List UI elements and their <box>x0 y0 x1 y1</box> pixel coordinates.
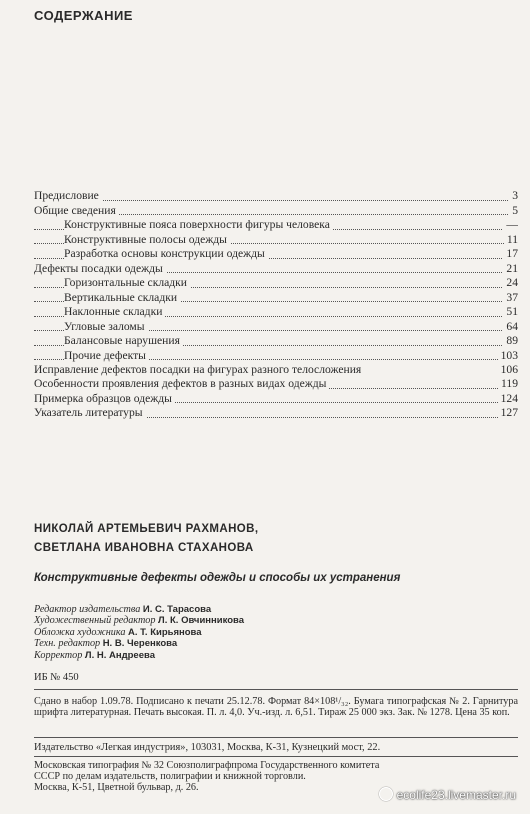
toc-entry-title: Исправление дефектов посадки на фигурах разного телосложения <box>34 363 364 376</box>
toc-entry-page: 17 <box>503 247 518 262</box>
toc-entry-page: 3 <box>509 189 518 204</box>
typography-line: Московская типография № 32 Союзполиграфпрома Государственного комитета <box>34 760 380 771</box>
author-2: СВЕТЛАНА ИВАНОВНА СТАХАНОВА <box>34 542 254 554</box>
credit-role: Художественный редактор <box>34 615 156 627</box>
toc-entry <box>34 392 518 407</box>
authors <box>34 520 258 558</box>
toc-entry <box>34 320 518 335</box>
toc-entry-title: Предисловие <box>34 189 102 202</box>
toc-entry <box>34 276 518 291</box>
watermark-icon <box>379 787 393 801</box>
credit-name: И. С. Тарасова <box>142 604 212 615</box>
credit-role: Редактор издательства <box>34 604 141 615</box>
credit-line <box>34 627 244 638</box>
credit-line <box>34 650 244 661</box>
credit-role: Обложка художника <box>34 626 126 638</box>
toc-entry-page: 106 <box>498 363 518 377</box>
watermark-text: ecolife23.livemaster.ru <box>396 788 516 802</box>
toc-entry-page: 103 <box>498 349 518 364</box>
toc-entry <box>34 377 518 392</box>
toc-entry-page: 127 <box>498 406 518 421</box>
toc-entry <box>34 233 518 248</box>
credit-line <box>34 638 244 649</box>
toc-entry-title: Угловые заломы <box>64 320 148 333</box>
toc-entry <box>34 291 518 306</box>
toc-entry-title: Примерка образцов одежды <box>34 392 175 405</box>
toc-entry <box>34 349 518 364</box>
publisher: Издательство «Легкая индустрия», 103031, Москва, К-31, Кузнецкий мост, 22. <box>34 742 381 753</box>
divider <box>34 737 518 738</box>
toc-entry-page: 11 <box>504 233 518 248</box>
credits <box>34 604 244 661</box>
toc-entry <box>34 334 518 349</box>
toc-entry <box>34 262 518 277</box>
toc-entry-title: Прочие дефекты <box>64 349 149 362</box>
toc-entry-page: 64 <box>503 320 518 335</box>
toc-entry-title: Горизонтальные складки <box>64 276 190 289</box>
toc-entry-title: Общие сведения <box>34 204 119 217</box>
credit-line <box>34 615 244 626</box>
toc-entry-page: 51 <box>503 305 518 320</box>
toc-entry <box>34 363 518 377</box>
divider <box>34 756 518 757</box>
toc-entry-title: Конструктивные полосы одежды <box>64 233 230 246</box>
table-of-contents <box>34 189 518 421</box>
toc-entry-page: 5 <box>509 204 518 219</box>
credit-role: Техн. редактор <box>34 638 101 650</box>
toc-entry-page: 124 <box>498 392 518 407</box>
toc-entry-title: Наклонные складки <box>64 305 165 318</box>
toc-entry <box>34 247 518 262</box>
toc-entry-title: Дефекты посадки одежды <box>34 262 166 275</box>
page-title: СОДЕРЖАНИЕ <box>34 8 133 23</box>
toc-entry <box>34 406 518 421</box>
dot-leader <box>34 200 518 201</box>
toc-entry-title: Балансовые нарушения <box>64 334 183 347</box>
credit-name: А. Т. Кирьянова <box>128 626 202 638</box>
toc-entry-title: Вертикальные складки <box>64 291 180 304</box>
toc-entry <box>34 204 518 219</box>
typography-line: Москва, К-51, Цветной бульвар, д. 26. <box>34 782 199 793</box>
credit-role: Корректор <box>34 649 83 661</box>
credit-name: Н. В. Черенкова <box>102 638 178 650</box>
ib-number: ИБ № 450 <box>34 672 79 683</box>
toc-entry <box>34 218 518 233</box>
toc-entry-page: — <box>503 218 518 233</box>
toc-entry <box>34 189 518 204</box>
typography-line: СССР по делам издательств, полиграфии и книжной торговли. <box>34 771 306 782</box>
toc-entry-page: 119 <box>498 377 518 392</box>
credit-name: Л. К. Овчинникова <box>158 615 245 627</box>
toc-entry-page: 21 <box>503 262 518 277</box>
author-1: НИКОЛАЙ АРТЕМЬЕВИЧ РАХМАНОВ, <box>34 523 259 535</box>
credit-line <box>34 604 244 615</box>
toc-entry <box>34 305 518 320</box>
toc-entry-title: Указатель литературы <box>34 406 146 419</box>
toc-entry-page: 37 <box>503 291 518 306</box>
watermark <box>379 787 516 802</box>
divider <box>34 689 518 690</box>
credit-name: Л. Н. Андреева <box>84 649 155 661</box>
toc-entry-title: Разработка основы конструкции одежды <box>64 247 268 260</box>
toc-entry-title: Конструктивные пояса поверхности фигуры человека <box>64 218 333 231</box>
print-info: Сдано в набор 1.09.78. Подписано к печати 25.12.78. Формат 84×108¹/₃₂. Бумага типографская № 2. Гарнитура шрифта литературная. Печать высокая. П. л. 4,0. Уч.-изд. л. 6,51. Тираж 25 000 экз. Зак. № 1278. Цена 35 коп. <box>34 696 518 719</box>
book-title: Конструктивные дефекты одежды и способы их устранения <box>34 572 401 584</box>
toc-entry-title: Особенности проявления дефектов в разных видах одежды <box>34 377 329 390</box>
toc-entry-page: 89 <box>503 334 518 349</box>
toc-entry-page: 24 <box>503 276 518 291</box>
